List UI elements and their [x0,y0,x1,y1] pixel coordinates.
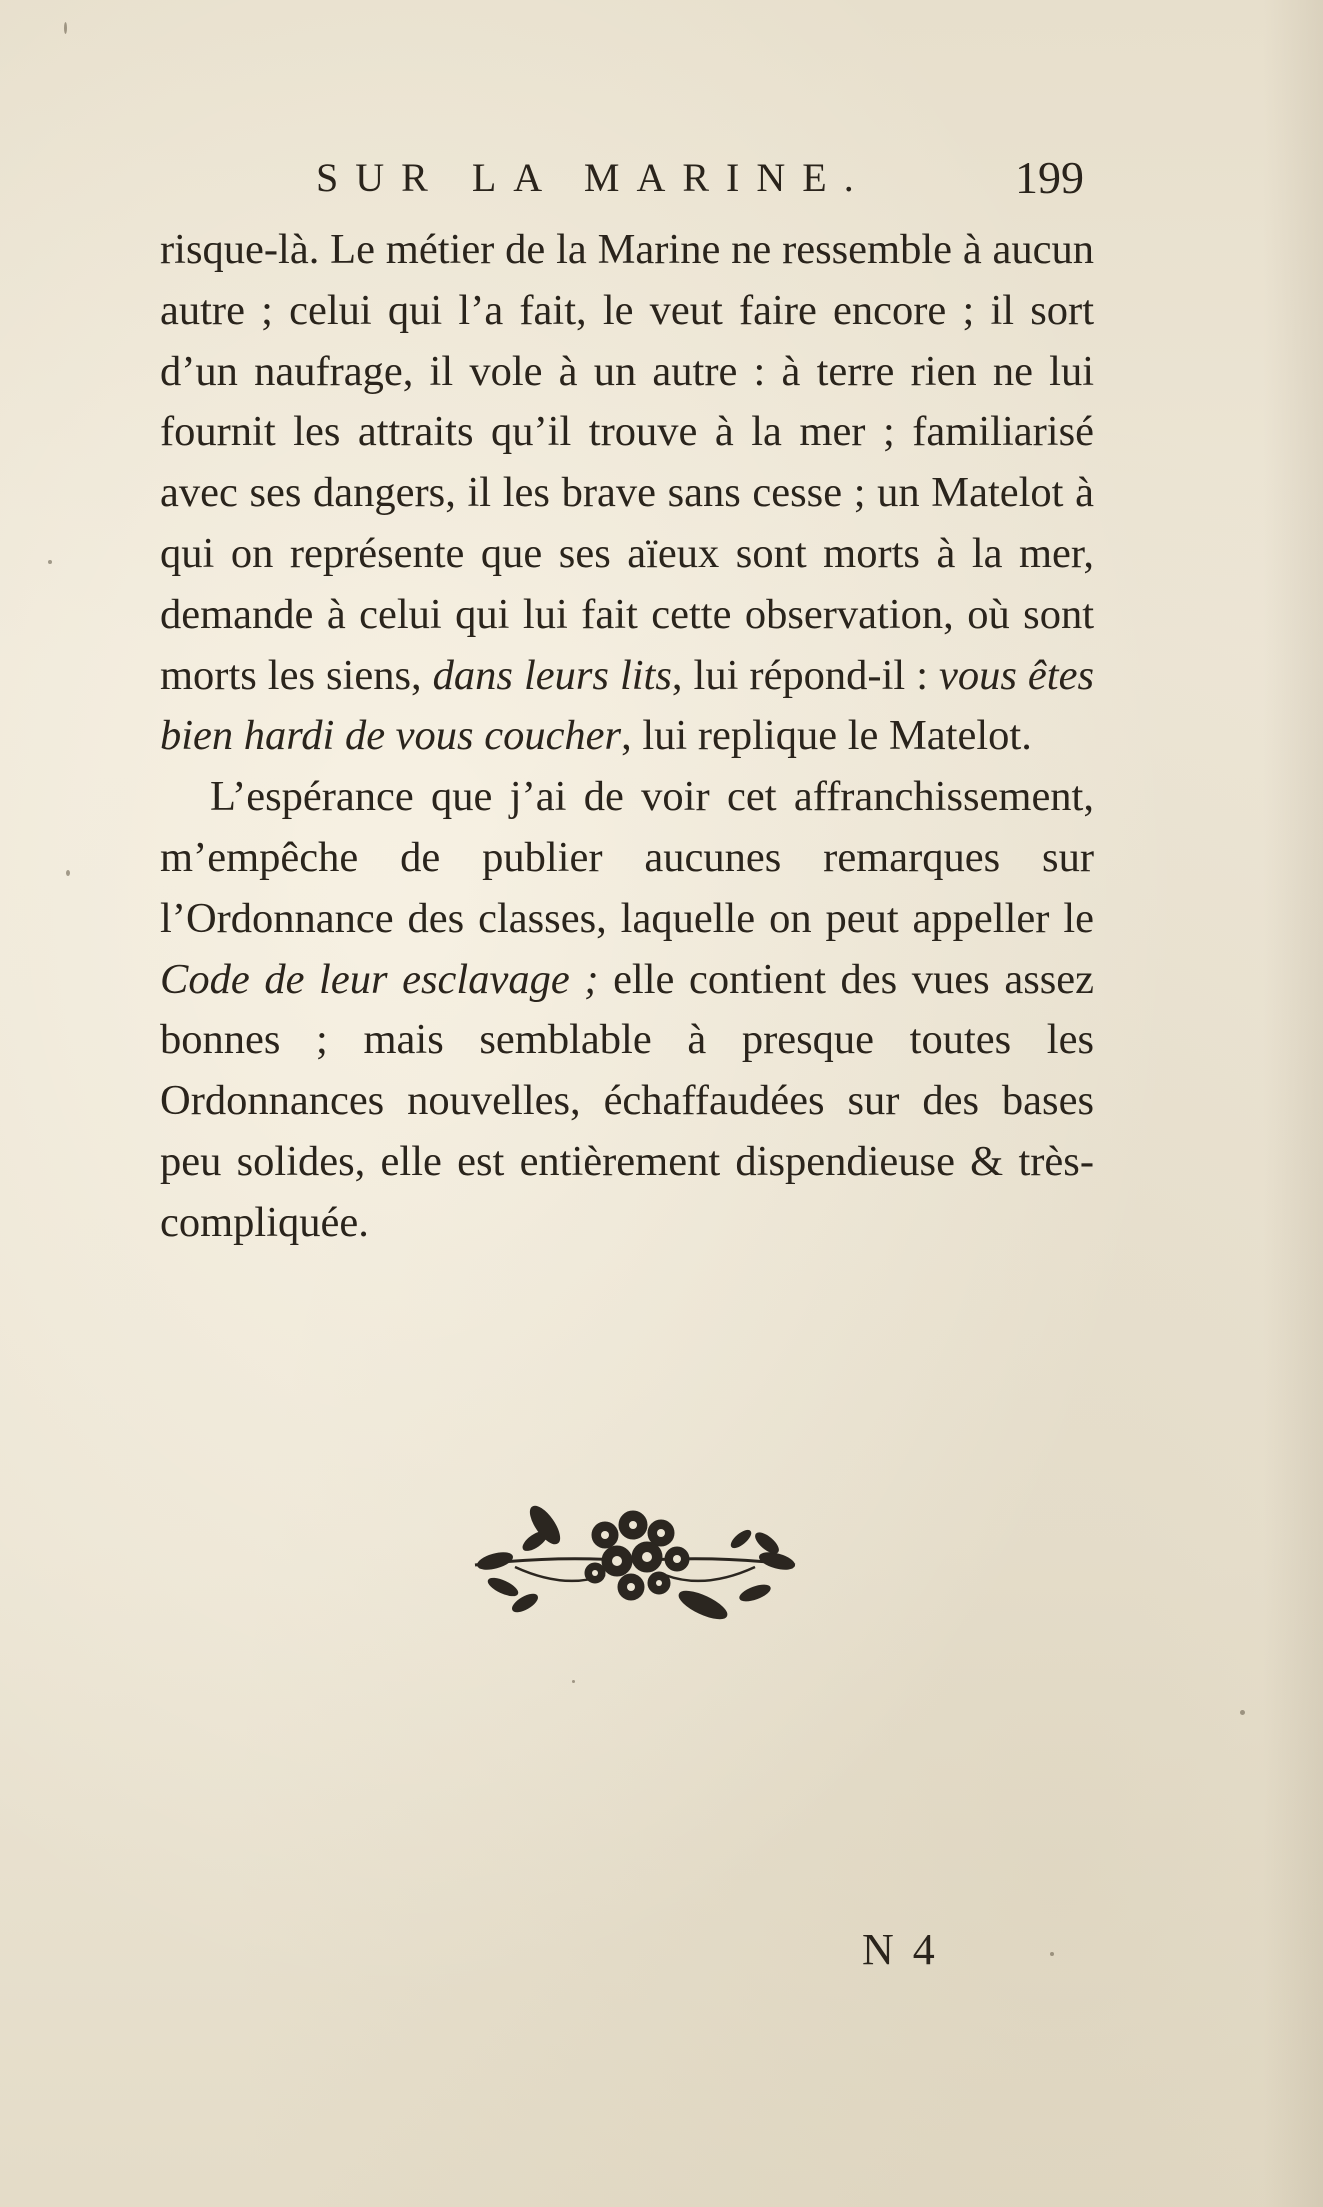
signature-mark: N 4 [862,1925,939,1974]
paper-speck [64,22,67,34]
page-number: 199 [1015,152,1084,203]
text-segment: risque-là. Le métier de la Marine ne ressemble à aucun autre ; celui qui l’a fait, le veut faire encore ; il sort d’un naufrage, il vole à un autre : à terre rien ne lui fournit les attraits qu’il trouve à la mer ; familiarisé avec ses dangers, il les brave sans cesse ; un Matelot à qui on représente que ses aïeux sont morts à la mer, demande à celui qui lui fait cette observation, où sont morts les siens, [160,226,1094,699]
paper-speck [1240,1710,1245,1715]
paper-speck [48,560,52,564]
running-head [316,148,1096,208]
italic-segment: vous êtes bien hardi de vous coucher [160,651,1094,760]
running-title: SUR LA MARINE. [316,155,871,200]
text-segment: L’espérance que j’ai de voir cet affranchissement, m’empêche de publier aucunes remarques sur l’Ordonnance des classes, laquelle on peut appeller le [160,773,1094,942]
italic-segment: dans leurs lits [432,651,672,699]
paragraph-1 [160,220,1094,767]
floral-vignette-icon [455,1495,815,1635]
paragraph-2 [160,767,1094,1253]
text-segment: , lui répond-il : [671,651,940,699]
body-text [160,220,1094,1254]
paper-speck [66,870,70,876]
paper-speck [572,1680,575,1683]
paper-speck [1050,1952,1054,1956]
text-segment: elle contient des vues assez bonnes ; mais semblable à presque toutes les Ordonnances nouvelles, échaffaudées sur des bases peu solides, elle est entièrement dispendieuse & très-compliquée. [160,955,1094,1246]
text-segment: , lui replique le Matelot. [621,712,1032,760]
italic-segment: Code de leur esclavage ; [160,955,599,1003]
